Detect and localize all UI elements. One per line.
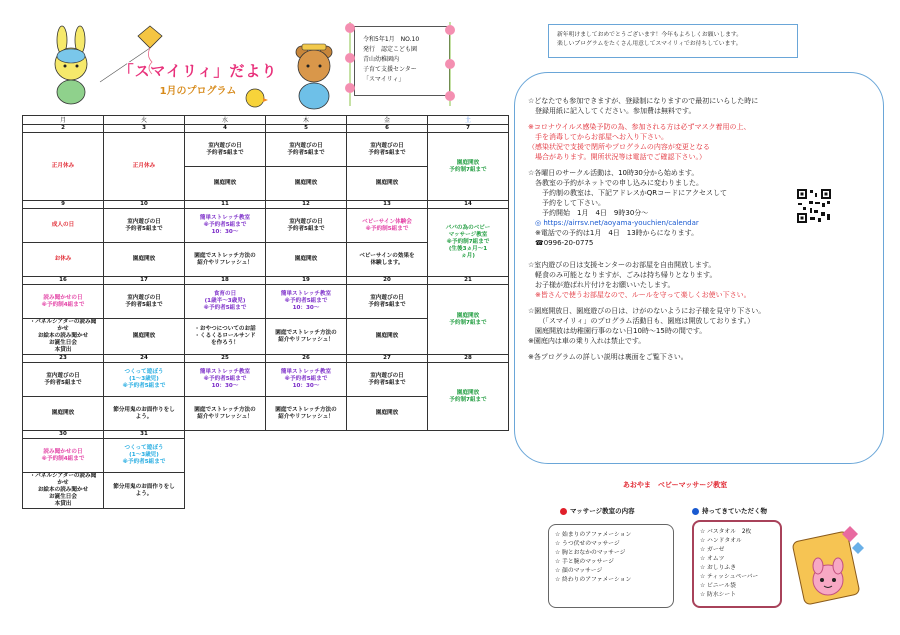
event-text: 正月休み [132, 163, 156, 169]
info-line: ☆室内遊びの日は支援センターのお部屋を自由開放します。 [528, 261, 716, 269]
calendar-cell [266, 243, 347, 277]
date-number: 25 [185, 355, 266, 363]
event-text: 室内遊びの日 [289, 142, 323, 149]
list-item: ☆ おしりふき [700, 565, 737, 571]
list-item: ☆ うつ伏せのマッサージ [555, 541, 620, 547]
date-number: 16 [23, 277, 104, 285]
event-text: 室内遊びの日 [370, 372, 404, 379]
event-text: ・くるくるロールサンド [194, 333, 256, 339]
empty-cell [347, 473, 428, 509]
date-number: 7 [428, 125, 509, 133]
event-row [23, 285, 509, 319]
list-item: ☆ 終わりのアファメーション [555, 577, 632, 583]
event-text: 園庭開放 [294, 180, 318, 186]
info-line: 令和5年1月 NO.10 [363, 36, 420, 43]
red-dot-icon [560, 508, 567, 515]
massage-content-heading-label: マッサージ教室の内容 [570, 507, 635, 515]
event-text: お絵本の読み聞かせ [37, 333, 89, 339]
calendar-cell [104, 397, 185, 431]
event-text: 予約者5組まで [287, 149, 325, 156]
newsletter-title: 「スマイリィ」だより [118, 62, 278, 80]
new-year-greeting [548, 24, 798, 58]
event-text: ※予約者5組まで [203, 222, 247, 228]
event-text: 紹介やリフレッシュ！ [278, 413, 334, 420]
massage-content-heading [560, 506, 635, 515]
empty-cell [347, 439, 428, 473]
calendar-cell [104, 209, 185, 243]
list-item: ☆ オムツ [700, 556, 725, 562]
list-item: ☆ ビニール袋 [700, 583, 736, 589]
empty-cell [266, 473, 347, 509]
publisher-info-box [354, 26, 450, 96]
date-number: 12 [266, 201, 347, 209]
calendar-cell [104, 319, 185, 355]
flower-decoration [440, 18, 460, 110]
event-text: ※予約者5組まで [203, 376, 247, 382]
event-text: (生後3ヵ月～1 [448, 246, 488, 252]
event-text: 予約制7組まで [449, 166, 487, 173]
calendar-cell [104, 285, 185, 319]
calendar-cell [347, 285, 428, 319]
event-text: 園庭でストレッチ方法の [194, 406, 256, 413]
date-number: 11 [185, 201, 266, 209]
date-number: 30 [23, 431, 104, 439]
calendar-cell [104, 439, 185, 473]
calendar-cell [23, 439, 104, 473]
qr-code-icon [796, 188, 832, 224]
weekday-label: 土 [428, 116, 509, 125]
empty-cell [185, 431, 266, 439]
list-item: ☆ 胸とおなかのマッサージ [555, 550, 626, 556]
info-line: ☆園庭開放日、園庭遊びの日は、けがのないようにお子様を見守り下さい。 [528, 307, 766, 315]
info-line: 子育て支援センター [363, 66, 417, 73]
calendar-cell [428, 285, 509, 355]
event-text: お絵本の読み聞かせ [37, 487, 89, 493]
info-line: 軽食のみ可能となりますが、ごみは持ち帰りとなります。 [528, 271, 717, 279]
event-text: 園庭開放 [456, 389, 480, 396]
date-number: 26 [266, 355, 347, 363]
event-text: 紹介やリフレッシュ！ [197, 259, 253, 266]
info-line: 発行 認定こども園 [363, 46, 418, 53]
calendar-cell [104, 133, 185, 201]
date-number: 18 [185, 277, 266, 285]
info-line: ※各プログラムの詳しい説明は裏面をご覧下さい。 [528, 353, 688, 361]
event-text: ※予約制4組まで [41, 301, 85, 308]
event-text: 本貸出 [54, 501, 72, 507]
empty-cell [347, 431, 428, 439]
date-row [23, 201, 509, 209]
calendar-cell [347, 397, 428, 431]
empty-cell [428, 473, 509, 509]
bring-items-heading [692, 506, 767, 515]
weekday-label: 水 [185, 116, 266, 125]
event-text: 予約者5組まで [368, 149, 406, 156]
event-text: よう。 [135, 413, 153, 420]
list-item: ☆ 始まりのアファメーション [555, 532, 632, 538]
info-line: 登録用紙に記入してください。参加費は無料です。 [528, 107, 696, 115]
calendar-cell [347, 209, 428, 243]
event-text: ※予約者5組まで [284, 298, 328, 304]
calendar-cell [23, 209, 104, 243]
calendar-cell [347, 363, 428, 397]
info-line: 予約制の教室は、下記アドレスかQRコードにアクセスして [528, 189, 727, 197]
event-text: 節分用鬼のお面作りをし [113, 406, 175, 413]
weekday-header-row [23, 116, 509, 125]
event-text: 室内遊びの日 [370, 142, 404, 149]
event-text: 予約者5組まで [287, 225, 325, 232]
reservation-link[interactable]: ◎ https://airrsv.net/aoyama-youchien/calendar [528, 219, 699, 227]
date-number: 9 [23, 201, 104, 209]
event-text: ※予約制4組まで [41, 455, 85, 462]
event-row [23, 209, 509, 243]
calendar-cell [104, 243, 185, 277]
calendar-cell [185, 133, 266, 167]
event-text: よう。 [135, 490, 153, 497]
event-text: 本貸出 [54, 347, 72, 353]
info-line: 手を消毒してからお部屋へお入り下さい。 [528, 133, 668, 141]
calendar-cell [23, 285, 104, 319]
date-number: 23 [23, 355, 104, 363]
event-text: 10：30～ [292, 305, 320, 311]
event-text: 園庭開放 [375, 333, 399, 339]
blue-dot-icon [692, 508, 699, 515]
event-text: 10：30～ [292, 383, 320, 389]
calendar-cell [347, 133, 428, 167]
calendar-cell [266, 167, 347, 201]
date-number: 21 [428, 277, 509, 285]
event-text: ※予約者5組まで [284, 376, 328, 382]
info-line: 「スマイリィ」 [363, 76, 405, 83]
event-text: (1歳半～3歳児) [204, 298, 246, 304]
empty-cell [428, 439, 509, 473]
calendar-cell [23, 363, 104, 397]
event-text: 室内遊びの日 [46, 372, 80, 379]
date-number: 28 [428, 355, 509, 363]
weekday-label: 木 [266, 116, 347, 125]
event-text: マッサージ教室 [448, 232, 488, 238]
list-item: ☆ ハンドタオル [700, 538, 742, 544]
event-text: 紹介やリフレッシュ！ [278, 336, 334, 343]
info-line: （「スマイリィ」のプログラム活動日も、園庭は開放しております。） [528, 317, 755, 325]
event-row [23, 473, 509, 509]
list-item: ☆ ガーゼ [700, 547, 725, 553]
calendar-cell [266, 285, 347, 319]
calendar-cell [23, 243, 104, 277]
calendar-cell [347, 319, 428, 355]
date-number: 24 [104, 355, 185, 363]
calendar-cell [185, 285, 266, 319]
event-text: 紹介やリフレッシュ！ [197, 413, 253, 420]
calendar-cell [104, 363, 185, 397]
info-line: 場合があります。開所状況等は電話でご確認下さい。） [528, 153, 706, 161]
calendar-cell [185, 363, 266, 397]
list-item: ☆ バスタオル 2枚 [700, 529, 752, 535]
info-line: 園庭開放は幼稚園行事のない日10時～15時の間です。 [528, 327, 707, 335]
event-text: 10：30～ [211, 383, 239, 389]
info-line: 青山幼稚園内 [363, 56, 400, 63]
info-line: ☆各曜日のサークル活動は、10時30分から始めます。 [528, 169, 699, 177]
empty-cell [185, 473, 266, 509]
calendar-cell [266, 363, 347, 397]
list-item: ☆ 防水シート [700, 592, 737, 598]
event-text: を作ろう！ [211, 340, 239, 346]
event-text: 室内遊びの日 [289, 218, 323, 225]
bring-items-list [692, 520, 782, 608]
event-text: 園庭開放 [132, 333, 156, 339]
empty-cell [428, 431, 509, 439]
event-text: ・パネルシアターの読み聞 [29, 319, 97, 325]
date-row [23, 277, 509, 285]
info-line: ※コロナウイルス感染予防の為、参加される方は必ずマスク着用の上、 [528, 123, 751, 131]
event-text: 読み聞かせの日 [43, 448, 83, 455]
event-text: 成人の日 [51, 222, 75, 228]
calendar-cell [266, 397, 347, 431]
event-text: かせ [57, 480, 69, 486]
weekday-label: 月 [23, 116, 104, 125]
calendar-cell [347, 167, 428, 201]
date-number: 19 [266, 277, 347, 285]
weekday-label: 火 [104, 116, 185, 125]
list-item: ☆ 顔のマッサージ [555, 568, 603, 574]
event-text: 10：30～ [211, 229, 239, 235]
event-text: 園庭開放 [51, 410, 75, 416]
date-number: 3 [104, 125, 185, 133]
info-line: ※電話での予約は1月 4日 13時からになります。 [528, 229, 699, 237]
event-text: 室内遊びの日 [370, 294, 404, 301]
event-text: 予約者5組まで [125, 301, 163, 308]
monthly-calendar [22, 115, 509, 509]
calendar-cell [428, 133, 509, 201]
event-text: 園庭開放 [213, 180, 237, 186]
event-text: 園庭開放 [132, 256, 156, 262]
greeting-line: 新年明けましておめでとうございます！今年もよろしくお願いします。 [557, 32, 743, 38]
event-text: 簡単ストレッチ教室 [199, 215, 251, 221]
massage-content-list [548, 524, 674, 608]
calendar-cell [185, 397, 266, 431]
event-text: 園庭でストレッチ方法の [194, 252, 256, 259]
calendar-cell [23, 319, 104, 355]
event-text: 室内遊びの日 [127, 218, 161, 225]
event-text: 読み聞かせの日 [43, 294, 83, 301]
info-line: お子様が遊ばれ片付けをお願いいたします。 [528, 281, 675, 289]
event-text: ベビーサイン体験会 [362, 218, 412, 225]
date-number: 5 [266, 125, 347, 133]
event-text: つくって遊ぼう [124, 445, 164, 451]
event-text: お休み [54, 256, 72, 262]
calendar-cell [185, 167, 266, 201]
event-text: 園庭でストレッチ方法の [275, 329, 337, 336]
event-text: 予約者5組まで [206, 149, 244, 156]
calendar-cell [266, 319, 347, 355]
event-text: 予約者5組まで [368, 379, 406, 386]
event-text: 園庭開放 [456, 312, 480, 319]
event-text: ※予約制5組まで [365, 225, 409, 232]
info-line: 予約をして下さい。 [528, 199, 605, 207]
event-text: 簡単ストレッチ教室 [280, 291, 332, 297]
date-number: 14 [428, 201, 509, 209]
event-text: ※予約者5組まで [122, 383, 166, 389]
date-number: 4 [185, 125, 266, 133]
info-line: 各教室の予約がネットでの申し込みに変わりました。 [528, 179, 703, 187]
date-row [23, 355, 509, 363]
date-row [23, 125, 509, 133]
event-text: つくって遊ぼう [124, 369, 164, 375]
event-text: 体験します。 [370, 259, 404, 266]
info-line: ☆どなたでも参加できますが、登録制になりますので最初にいらした時に [528, 97, 759, 105]
event-text: ベビーサインの効果を [359, 252, 415, 259]
list-item: ☆ 手と腕のマッサージ [555, 559, 614, 565]
event-text: 簡単ストレッチ教室 [280, 369, 332, 375]
calendar-cell [185, 243, 266, 277]
event-text: ※予約者5組まで [203, 305, 247, 311]
event-row [23, 133, 509, 167]
event-text: 園庭でストレッチ方法の [275, 406, 337, 413]
event-text: 園庭開放 [375, 180, 399, 186]
event-text: 予約者5組まで [125, 225, 163, 232]
calendar-cell [23, 133, 104, 201]
event-text: 節分用鬼のお面作りをし [113, 483, 175, 490]
date-number: 2 [23, 125, 104, 133]
event-text: ・おやつについてのお話 [194, 326, 256, 332]
baby-massage-title: あおやま ベビーマッサージ教室 [622, 481, 728, 489]
date-number: 27 [347, 355, 428, 363]
calendar-cell [428, 209, 509, 277]
calendar-cell [428, 363, 509, 431]
event-text: 園庭開放 [456, 159, 480, 166]
empty-cell [185, 439, 266, 473]
event-text: ※予約者5組まで [122, 459, 166, 465]
event-text: 予約制7組まで [449, 319, 487, 326]
event-text: ヵ月) [461, 253, 475, 259]
event-text: 室内遊びの日 [208, 142, 242, 149]
list-item: ☆ ティッシュペーパー [700, 574, 759, 580]
info-line: ☎0996-20-0775 [528, 239, 594, 247]
info-line: （感染状況で支援で閉所やプログラムの内容が変更となる [528, 143, 710, 151]
date-number: 6 [347, 125, 428, 133]
calendar-cell [266, 209, 347, 243]
info-line: ※園庭内は車の乗り入れは禁止です。 [528, 337, 646, 345]
event-text: ※予約制7組まで [446, 239, 490, 245]
information-text [528, 96, 874, 362]
calendar-cell [104, 473, 185, 509]
calendar-cell [23, 397, 104, 431]
greeting-line: 楽しいプログラムをたくさん用意してスマイリィでお待ちしています。 [557, 41, 742, 47]
event-text: パパの為のベビー [445, 225, 491, 231]
event-text: お誕生日会 [49, 494, 77, 500]
event-text: 室内遊びの日 [127, 294, 161, 301]
event-text: 食育の日 [213, 291, 237, 297]
event-text: 予約者5組まで [44, 379, 82, 386]
event-text: 予約者5組まで [368, 301, 406, 308]
date-row [23, 431, 509, 439]
date-number: 20 [347, 277, 428, 285]
date-number: 31 [104, 431, 185, 439]
calendar-cell [185, 209, 266, 243]
empty-cell [266, 439, 347, 473]
event-row [23, 363, 509, 397]
event-text: (1～3歳児) [129, 376, 159, 382]
event-text: 園庭開放 [375, 410, 399, 416]
event-text: 正月休み [51, 163, 75, 169]
flower-decoration [340, 18, 360, 110]
event-text: かせ [57, 326, 69, 332]
event-text: お誕生日会 [49, 340, 77, 346]
event-text: ・パネルシアターの読み聞 [29, 473, 97, 479]
calendar-cell [185, 319, 266, 355]
event-text: 園庭開放 [294, 256, 318, 262]
mascot-illustration [788, 522, 868, 608]
date-number: 17 [104, 277, 185, 285]
info-line: ※皆さんで使うお部屋なので、ルールを守って楽しくお使い下さい。 [528, 291, 751, 299]
weekday-label: 金 [347, 116, 428, 125]
calendar-cell [266, 133, 347, 167]
empty-cell [266, 431, 347, 439]
event-text: 予約制7組まで [449, 396, 487, 403]
newsletter-subtitle: 1月のプログラム [159, 86, 237, 97]
event-row [23, 439, 509, 473]
calendar-cell [347, 243, 428, 277]
bring-items-heading-label: 持ってきていただく物 [702, 507, 767, 515]
calendar-cell [23, 473, 104, 509]
event-text: 簡単ストレッチ教室 [199, 369, 251, 375]
date-number: 10 [104, 201, 185, 209]
event-text: (1～3歳児) [129, 452, 159, 458]
date-number: 13 [347, 201, 428, 209]
info-line: 予約開始 1月 4日 9時30分～ [528, 209, 649, 217]
